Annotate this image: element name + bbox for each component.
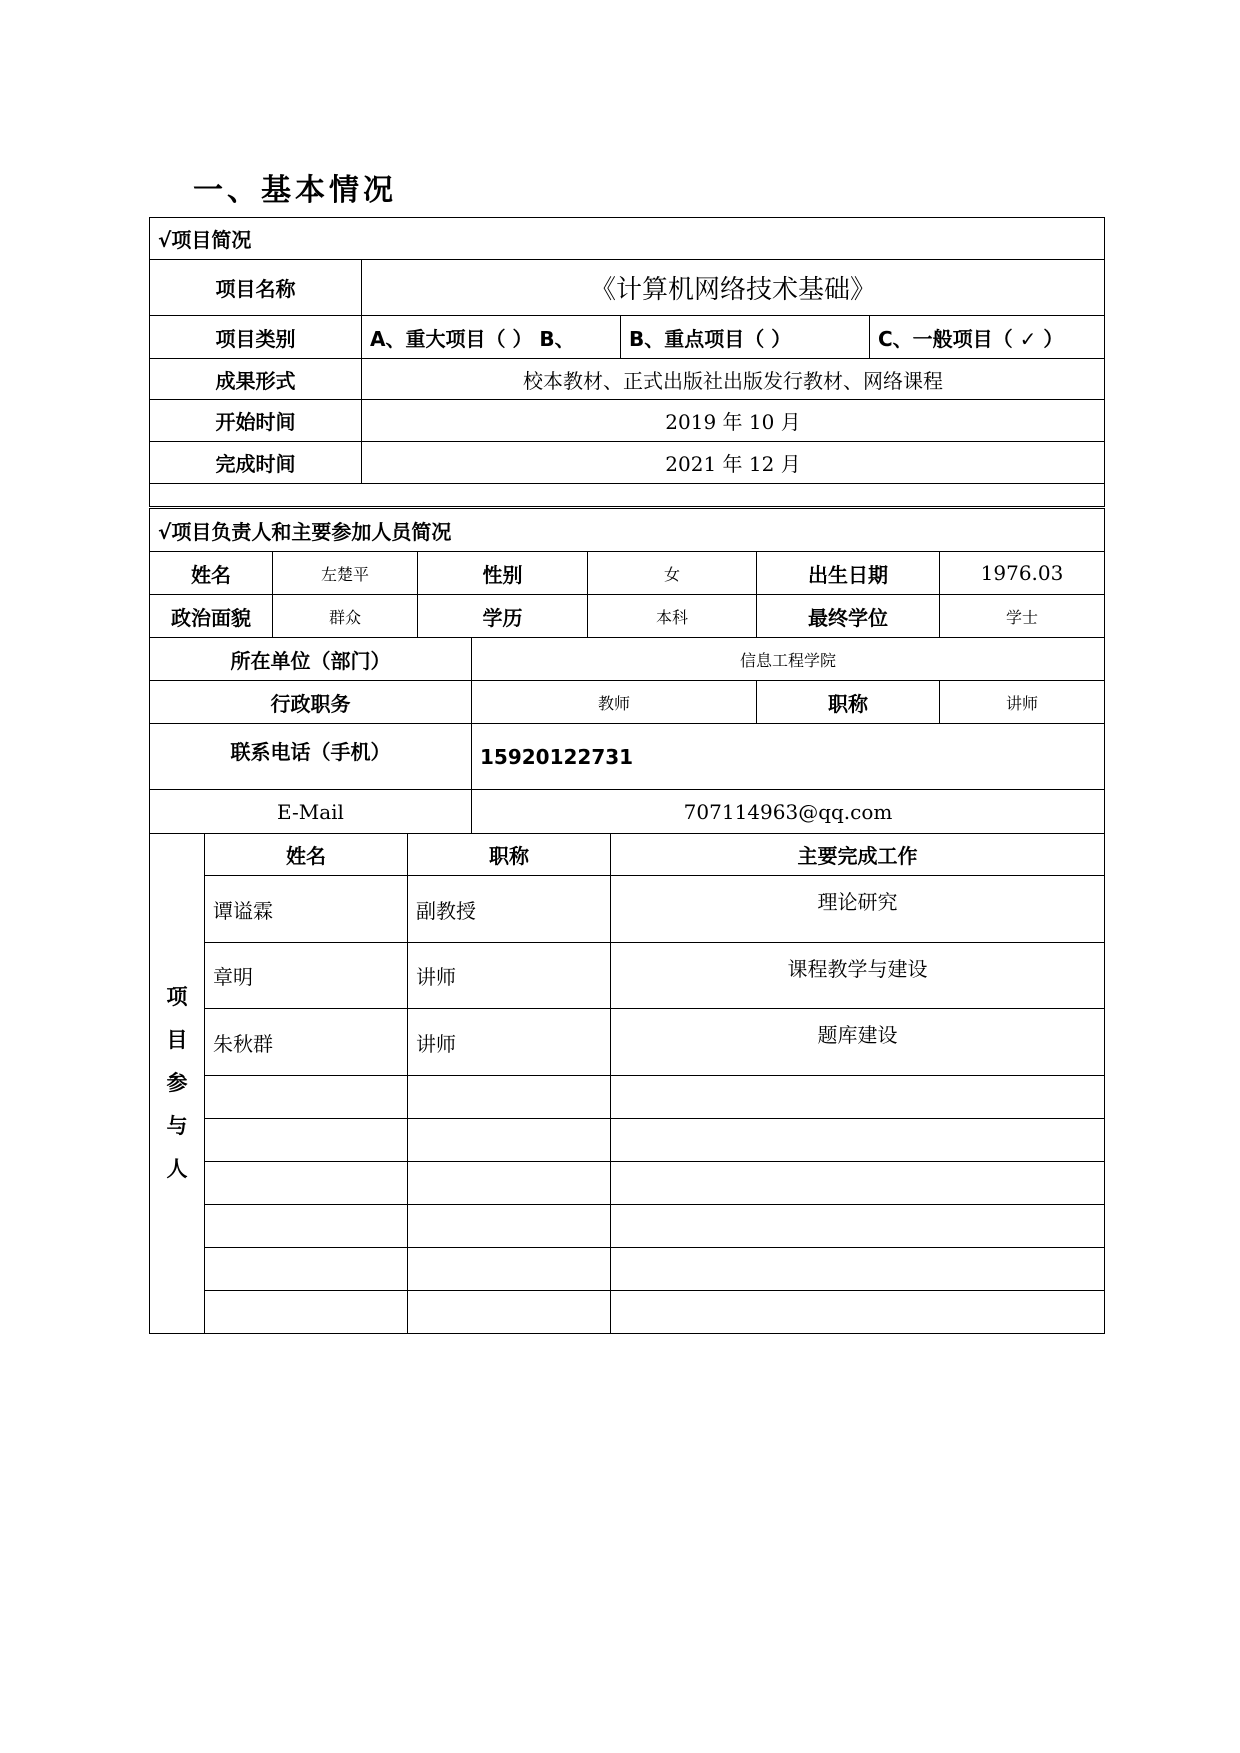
political-status-label: 政治面貌 — [150, 595, 273, 638]
start-time-value: 2019 年 10 月 — [362, 400, 1105, 442]
project-overview-table — [149, 217, 1105, 507]
unit-value: 信息工程学院 — [472, 638, 1105, 681]
project-name-label: 项目名称 — [150, 260, 362, 316]
admin-position-label: 行政职务 — [150, 681, 472, 724]
project-type-label: 项目类别 — [150, 316, 362, 359]
participant-work — [611, 1076, 1105, 1119]
project-section-title: √项目简况 — [150, 218, 1105, 260]
end-time-label: 完成时间 — [150, 442, 362, 484]
participant-title — [408, 1162, 611, 1205]
participants-side-label — [150, 834, 205, 1334]
table-row — [150, 1205, 1105, 1248]
spacer-row — [150, 484, 1105, 507]
leader-info-table — [149, 508, 1105, 834]
participant-work — [611, 1119, 1105, 1162]
table-row — [150, 943, 1105, 1009]
side-char: 与 — [166, 1114, 188, 1138]
email-value: 707114963@qq.com — [472, 790, 1105, 834]
gender-value: 女 — [588, 552, 757, 595]
phone-label: 联系电话（手机） — [150, 724, 472, 790]
table-row — [150, 1076, 1105, 1119]
side-char: 目 — [166, 1028, 188, 1052]
participant-name: 朱秋群 — [205, 1009, 408, 1076]
table-row — [150, 876, 1105, 943]
col-header-title: 职称 — [408, 834, 611, 876]
participant-title — [408, 1205, 611, 1248]
leader-section-title: √项目负责人和主要参加人员简况 — [150, 509, 1105, 552]
degree-value: 学士 — [940, 595, 1105, 638]
participant-work — [611, 1248, 1105, 1291]
side-char: 人 — [166, 1157, 188, 1181]
start-time-label: 开始时间 — [150, 400, 362, 442]
admin-position-value: 教师 — [472, 681, 757, 724]
result-form-label: 成果形式 — [150, 359, 362, 400]
phone-value: 15920122731 — [472, 724, 1105, 790]
participant-work: 理论研究 — [611, 876, 1105, 943]
education-label: 学历 — [418, 595, 588, 638]
leader-name-label: 姓名 — [150, 552, 273, 595]
result-form-value: 校本教材、正式出版社出版发行教材、网络课程 — [362, 359, 1105, 400]
table-row — [150, 1119, 1105, 1162]
end-time-value: 2021 年 12 月 — [362, 442, 1105, 484]
political-status-value: 群众 — [273, 595, 418, 638]
participant-name — [205, 1162, 408, 1205]
leader-name-value: 左楚平 — [273, 552, 418, 595]
participant-title — [408, 1119, 611, 1162]
participant-title — [408, 1291, 611, 1334]
participant-name — [205, 1248, 408, 1291]
gender-label: 性别 — [418, 552, 588, 595]
table-row — [150, 1291, 1105, 1334]
participant-title — [408, 1076, 611, 1119]
participant-title: 副教授 — [408, 876, 611, 943]
birth-date-label: 出生日期 — [757, 552, 940, 595]
project-type-a: A、重大项目（ ） B、 — [362, 316, 621, 359]
section-heading: 一、基本情况 — [193, 173, 397, 208]
table-row — [150, 1009, 1105, 1076]
project-type-c: C、一般项目（ ✓ ） — [870, 316, 1105, 359]
col-header-work: 主要完成工作 — [611, 834, 1105, 876]
education-value: 本科 — [588, 595, 757, 638]
table-row — [150, 1248, 1105, 1291]
side-char: 参 — [166, 1071, 188, 1095]
project-name-value: 《计算机网络技术基础》 — [362, 260, 1105, 316]
table-row — [150, 1162, 1105, 1205]
degree-label: 最终学位 — [757, 595, 940, 638]
participants-table — [149, 833, 1105, 1334]
participant-name — [205, 1076, 408, 1119]
participant-name — [205, 1119, 408, 1162]
birth-date-value: 1976.03 — [940, 552, 1105, 595]
side-char: 项 — [166, 985, 188, 1009]
participant-title: 讲师 — [408, 943, 611, 1009]
participant-name — [205, 1291, 408, 1334]
participant-work — [611, 1205, 1105, 1248]
participant-name: 章明 — [205, 943, 408, 1009]
participant-title — [408, 1248, 611, 1291]
participant-title: 讲师 — [408, 1009, 611, 1076]
participant-work: 题库建设 — [611, 1009, 1105, 1076]
unit-label: 所在单位（部门） — [150, 638, 472, 681]
participant-work — [611, 1291, 1105, 1334]
participant-name — [205, 1205, 408, 1248]
email-label: E-Mail — [150, 790, 472, 834]
participant-work — [611, 1162, 1105, 1205]
participant-work: 课程教学与建设 — [611, 943, 1105, 1009]
participant-name: 谭谥霖 — [205, 876, 408, 943]
title-label: 职称 — [757, 681, 940, 724]
col-header-name: 姓名 — [205, 834, 408, 876]
project-type-b: B、重点项目（ ） — [621, 316, 870, 359]
title-value: 讲师 — [940, 681, 1105, 724]
